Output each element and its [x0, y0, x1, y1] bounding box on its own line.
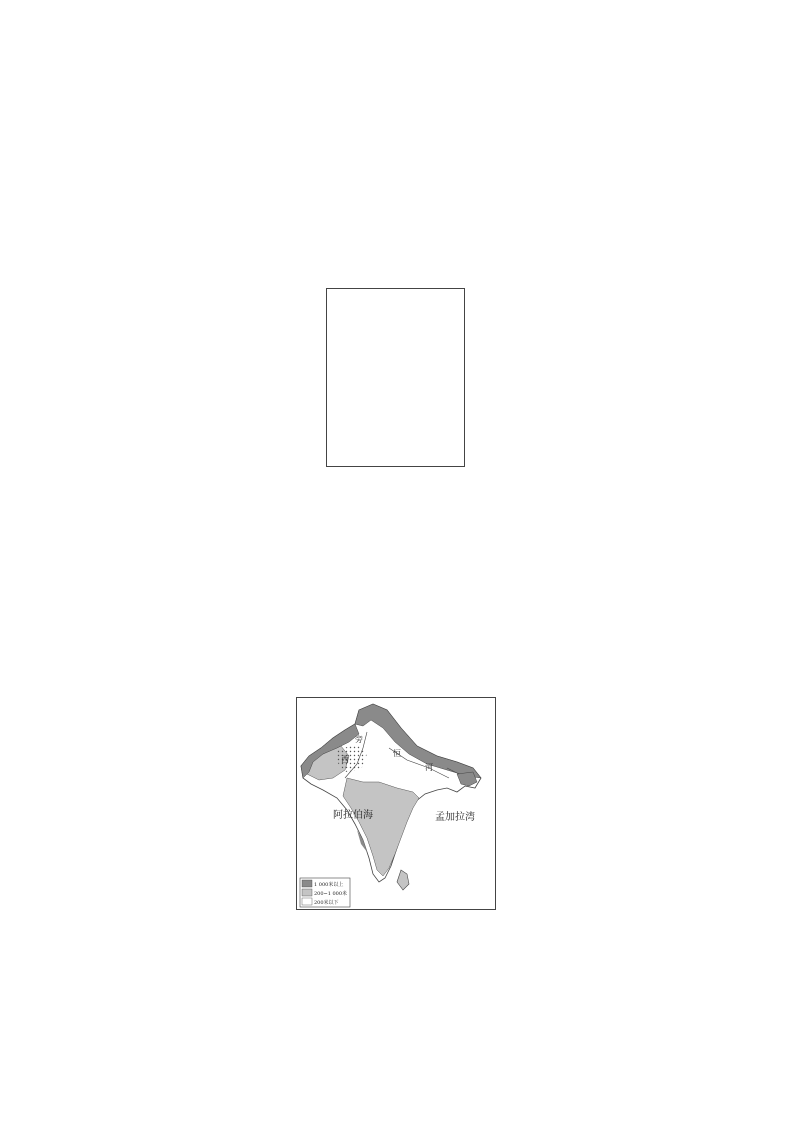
svg-text:西: 西: [341, 755, 349, 764]
climate-chart-c: [412, 134, 508, 242]
climate-chart-d: [538, 134, 634, 242]
svg-text:恒: 恒: [393, 749, 401, 758]
legend-swatch-200: [302, 898, 312, 905]
legend-label-200: 200米以下: [314, 900, 339, 906]
svg-text:旁: 旁: [355, 735, 363, 744]
south-asia-terrain-map: [296, 697, 496, 910]
population-latitude-figure: [326, 288, 465, 467]
legend-swatch-200-1000: [302, 889, 312, 896]
legend-swatch-1000: [302, 880, 312, 887]
label-bay-of-bengal: 孟加拉湾: [435, 812, 475, 823]
svg-text:河: 河: [425, 763, 433, 772]
legend-label-200-1000: 200~1 000米: [314, 891, 348, 897]
climate-chart-a: [160, 134, 256, 242]
south-asia-map-graphic: [297, 698, 495, 909]
legend-label-1000: 1 000米以上: [314, 882, 344, 888]
climate-chart-b: [287, 134, 383, 242]
label-arabian-sea: 阿拉伯海: [333, 810, 373, 821]
population-latitude-chart: [327, 289, 464, 466]
